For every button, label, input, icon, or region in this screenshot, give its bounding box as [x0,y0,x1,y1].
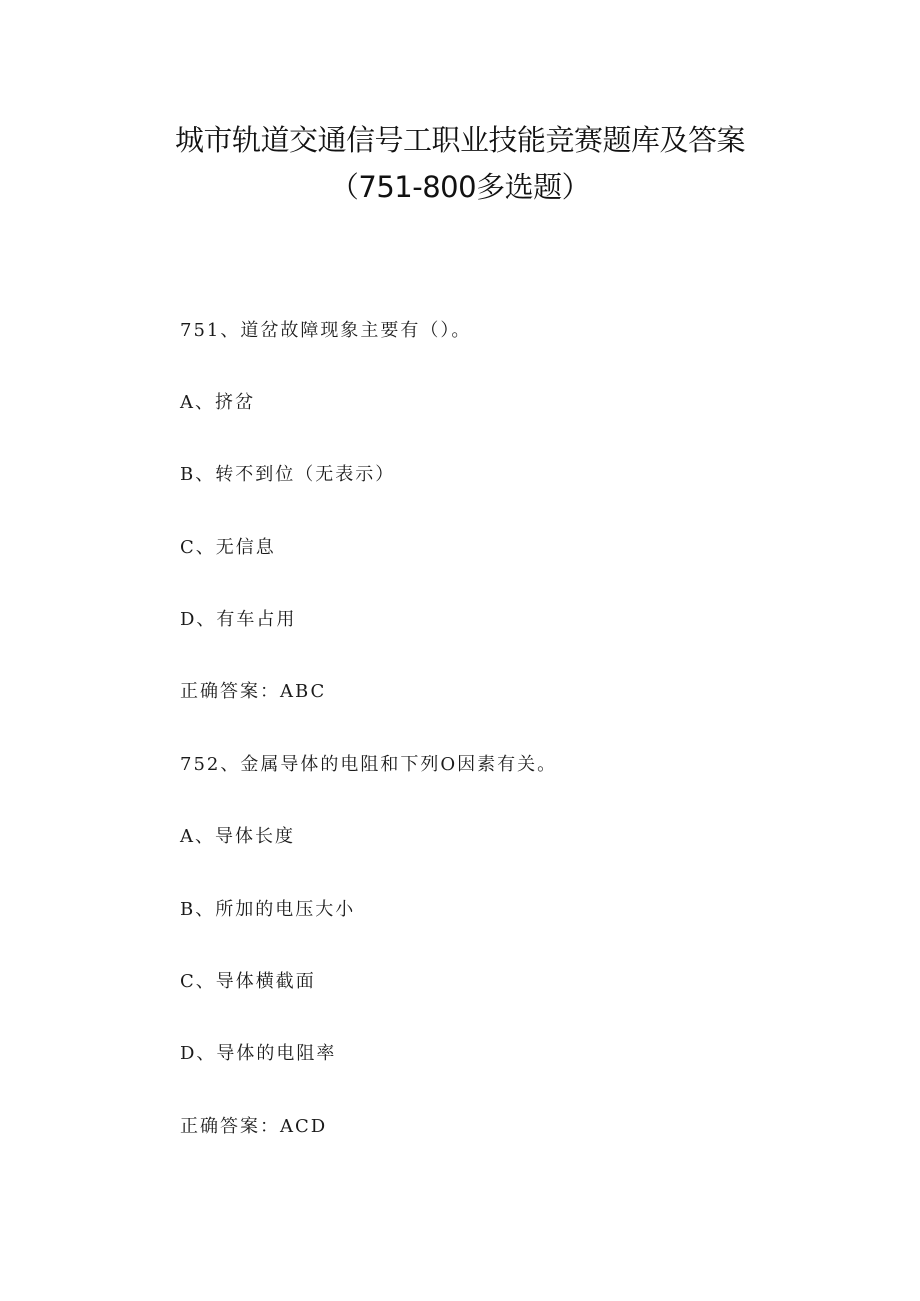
correct-answer: 正确答案：ACD [180,1116,328,1137]
document-subtitle: （751-800多选题） [329,170,591,204]
option-c: C、无信息 [180,537,276,558]
option-b: B、所加的电压大小 [180,899,356,920]
option-b: B、转不到位（无表示） [180,464,396,485]
question-stem: 751、道岔故障现象主要有（）。 [180,320,472,341]
option-c: C、导体横截面 [180,971,316,992]
correct-answer: 正确答案：ABC [180,681,327,702]
option-d: D、导体的电阻率 [180,1043,337,1064]
option-d: D、有车占用 [180,609,297,630]
document-title: 城市轨道交通信号工职业技能竞赛题库及答案 [174,123,745,157]
question-stem: 752、金属导体的电阻和下列O因素有关。 [180,754,558,775]
option-a: A、导体长度 [180,826,295,847]
option-a: A、挤岔 [180,392,255,413]
